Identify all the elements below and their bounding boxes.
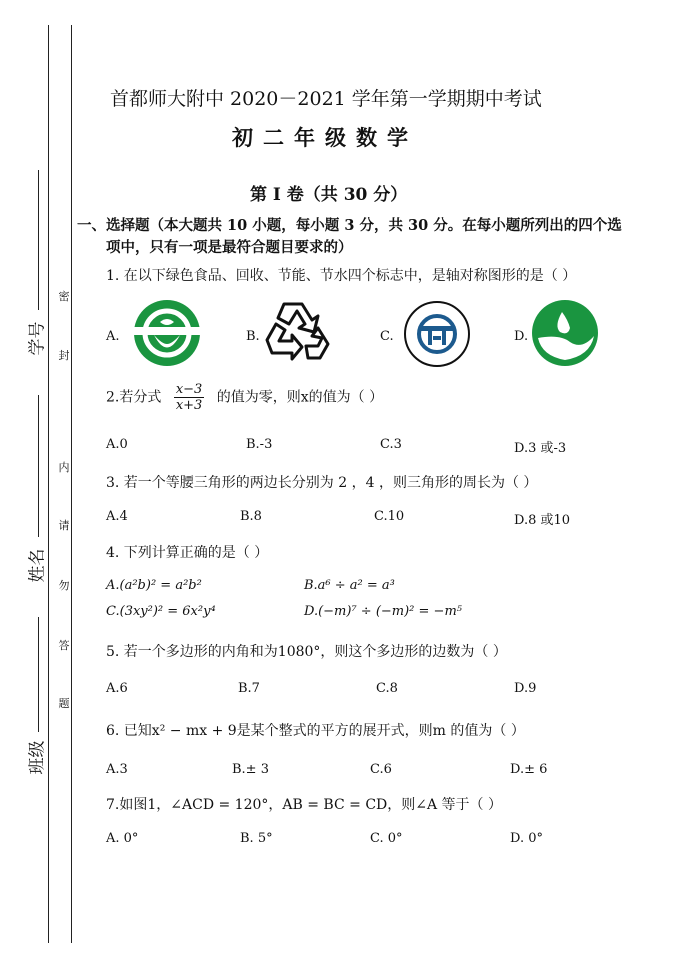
q7-option-b: B. 5° xyxy=(240,831,273,846)
class-label: 班级 xyxy=(27,740,48,775)
seal-char: 封 xyxy=(58,349,70,362)
binding-line-right xyxy=(71,25,72,943)
q2-option-b: B.-3 xyxy=(246,437,273,452)
exam-subtitle: 初二年级数学 xyxy=(232,125,418,150)
q2-fraction-numerator: x−3 xyxy=(175,382,203,397)
seal-char: 勿 xyxy=(58,579,70,592)
q6-option-b: B.± 3 xyxy=(232,762,269,777)
student-id-field xyxy=(38,170,39,310)
section-instructions-line1: 一、选择题（本大题共 10 小题，每小题 3 分，共 30 分。在每小题所列出的四个选 xyxy=(77,217,622,234)
q1-option-a: A. xyxy=(106,329,120,344)
q7-option-a: A. 0° xyxy=(106,831,139,846)
question-1-stem: 1. 在以下绿色食品、回收、节能、节水四个标志中，是轴对称图形的是（ ） xyxy=(106,268,577,284)
seal-char: 请 xyxy=(58,519,70,532)
q1-option-d: D. xyxy=(514,329,529,344)
class-field xyxy=(38,617,39,732)
q2-option-a: A.0 xyxy=(106,437,128,452)
q2-stem-prefix: 2.若分式 xyxy=(106,389,162,406)
question-5-stem: 5. 若一个多边形的内角和为1080°，则这个多边形的边数为（ ） xyxy=(106,644,507,660)
question-2-stem xyxy=(106,382,383,413)
question-6-stem: 6. 已知x² − mx + 9是某个整式的平方的展开式，则m 的值为（ ） xyxy=(106,723,525,739)
q5-option-c: C.8 xyxy=(376,681,398,696)
q7-option-d: D. 0° xyxy=(510,831,543,846)
q4-option-c: C.(3xy²)² = 6x²y⁴ xyxy=(106,604,216,619)
q2-option-c: C.3 xyxy=(380,437,402,452)
q3-option-b: B.8 xyxy=(240,509,262,524)
seal-char: 密 xyxy=(58,290,70,303)
q7-option-c: C. 0° xyxy=(370,831,403,846)
question-7-stem: 7.如图1，∠ACD = 120°，AB = BC = CD，则∠A 等于（ ） xyxy=(106,797,502,813)
q3-option-d: D.8 或10 xyxy=(514,513,571,528)
seal-char: 答 xyxy=(58,639,70,652)
seal-char: 内 xyxy=(58,461,70,474)
q2-fraction xyxy=(174,382,205,413)
q6-option-d: D.± 6 xyxy=(510,762,548,777)
q1-option-c: C. xyxy=(380,329,394,344)
q2-stem-suffix: 的值为零，则x的值为（ ） xyxy=(216,389,384,406)
exam-title: 首都师大附中 2020－2021 学年第一学期期中考试 xyxy=(110,88,542,110)
energy-saving-logo-icon xyxy=(403,300,471,372)
q4-option-d: D.(−m)⁷ ÷ (−m)² = −m⁵ xyxy=(304,604,462,619)
section-instructions-line2: 项中，只有一项是最符合题目要求的） xyxy=(106,239,353,256)
q6-option-c: C.6 xyxy=(370,762,392,777)
q3-option-a: A.4 xyxy=(106,509,128,524)
question-4-stem: 4. 下列计算正确的是（ ） xyxy=(106,545,269,561)
q2-fraction-denominator: x+3 xyxy=(175,398,203,413)
q5-option-a: A.6 xyxy=(106,681,128,696)
name-label: 姓名 xyxy=(27,548,48,583)
q5-option-d: D.9 xyxy=(514,681,537,696)
part-heading: 第 I 卷（共 30 分） xyxy=(250,185,408,205)
green-food-logo-icon xyxy=(132,298,202,372)
q6-option-a: A.3 xyxy=(106,762,128,777)
water-saving-logo-icon xyxy=(530,298,600,372)
recycle-icon xyxy=(262,300,330,368)
q4-option-b: B.a⁶ ÷ a² = a³ xyxy=(304,578,395,593)
seal-char: 题 xyxy=(58,697,70,710)
q2-option-d: D.3 或-3 xyxy=(514,441,567,456)
question-3-stem: 3. 若一个等腰三角形的两边长分别为 2 ，4 ，则三角形的周长为（ ） xyxy=(106,475,538,491)
q4-option-a: A.(a²b)² = a²b² xyxy=(106,578,202,593)
name-field xyxy=(38,395,39,537)
binding-line-left xyxy=(48,25,49,943)
q5-option-b: B.7 xyxy=(238,681,260,696)
q1-option-b: B. xyxy=(246,329,260,344)
student-id-label: 学号 xyxy=(27,321,48,356)
q3-option-c: C.10 xyxy=(374,509,405,524)
